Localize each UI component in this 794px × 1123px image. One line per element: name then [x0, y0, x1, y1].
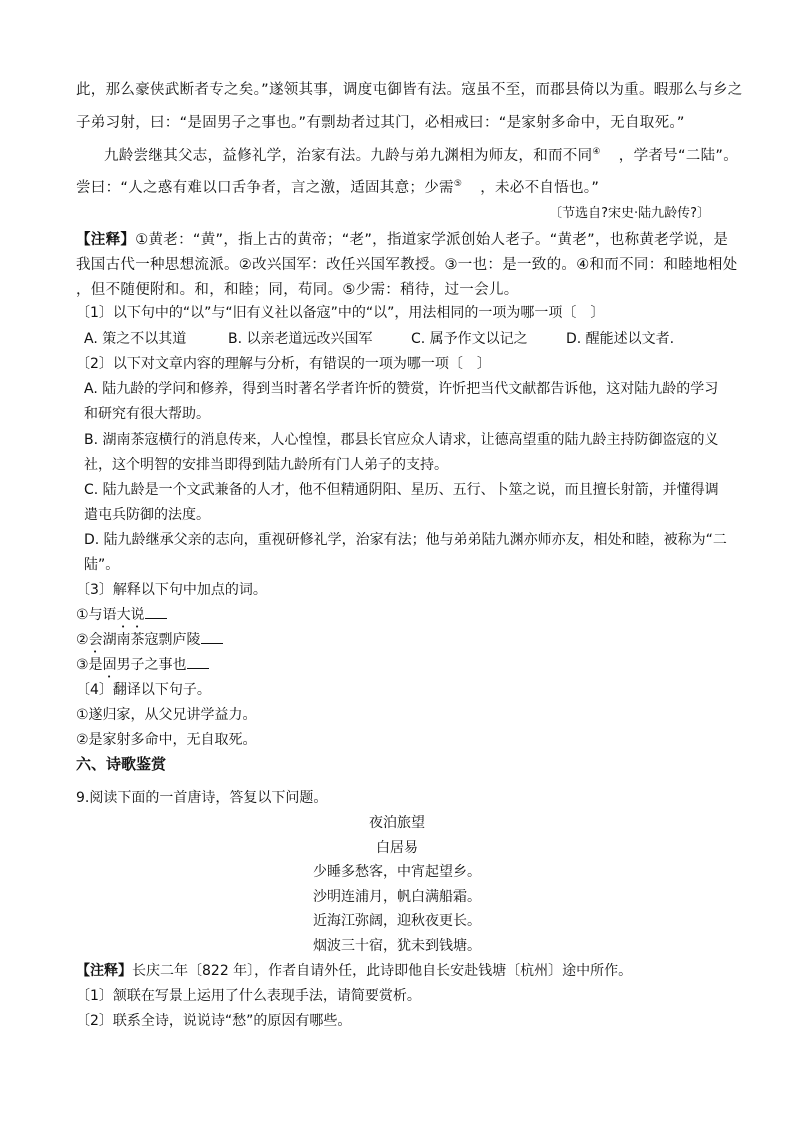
passage-line-3-text: 九龄尝继其父志，益修礼学，治家有法。九龄与弟九渊相为师友，和而不同: [104, 148, 593, 164]
notes-label: 【注释】: [76, 232, 136, 248]
passage-line-1: 此，那么豪侠武断者专之矣。”遂领其事，调度屯御皆有法。寇虽不至，而郡县倚以为重。暇那么与乡之: [76, 82, 743, 98]
poem-line-2: 沙明连浦月，帆白满船霜。: [313, 889, 481, 905]
passage-line-4: [76, 178, 599, 198]
q4-stem: 〔4〕翻译以下句子。: [76, 682, 211, 698]
section-heading-poetry: 六、诗歌鉴赏: [76, 755, 167, 773]
q3-item-2-dotted-word: 会: [88, 632, 103, 648]
q3-item-3-answer-blank[interactable]: [187, 656, 209, 669]
q2-option-c-line-2: 遣屯兵防御的法度。: [84, 507, 210, 523]
passage-line-2: 子弟习射，曰：“是固男子之事也。”有剽劫者过其门，必相戒曰：“是家射多命中，无自取死。”: [76, 115, 685, 131]
q3-item-3: [76, 655, 209, 681]
poem-note-label: 【注释】: [76, 963, 132, 979]
q1-option-c[interactable]: C. 属予作文以记之: [411, 331, 528, 347]
q2-option-b-line-1[interactable]: B. 湖南茶寇横行的消息传来，人心惶惶，郡县长官应众人请求，让德高望重的陆九龄主持防御盗寇的义: [84, 432, 719, 448]
footnote-marker-5: ⑤: [453, 179, 463, 190]
q1-option-b[interactable]: B. 以亲老道远改兴国军: [228, 331, 373, 347]
question-9-sub-2: 〔2〕联系全诗，说说诗“愁”的原因有哪些。: [76, 1013, 352, 1029]
passage-line-3: [104, 146, 738, 166]
q3-item-3-pre: ③是: [76, 657, 103, 673]
notes-line-1-text: ①黄老：“黄”，指上古的黄帝；“老”，指道家学派创始人老子。“黄老”，也称黄老学说，是: [135, 232, 729, 248]
q2-option-a-line-2: 和研究有很大帮助。: [84, 406, 210, 422]
question-9-stem: 9.阅读下面的一首唐诗，答复以下问题。: [76, 790, 328, 806]
q2-stem: 〔2〕以下对文章内容的理解与分析，有错误的一项为哪一项〔 〕: [76, 356, 491, 372]
poem-line-3: 近海江弥阔，迎秋夜更长。: [313, 913, 481, 929]
passage-source: 〔节选自?宋史·陆九龄传?〕: [549, 206, 710, 221]
poem-note: [76, 961, 632, 981]
passage-line-4-tail: ，未必不自悟也。”: [480, 180, 600, 196]
q4-item-2: ②是家射多命中，无自取死。: [76, 732, 257, 748]
notes-line-3: ，但不随便附和。和，和睦；同，苟同。⑤少需：稍待，过一会儿。: [76, 282, 519, 298]
q3-item-3-post: 男子之事也: [116, 657, 187, 673]
q1-stem: 〔1〕以下句中的“以”与“旧有义社以备寇”中的“以”，用法相同的一项为哪一项〔 〕: [76, 305, 605, 321]
poem-title: 夜泊旅望: [369, 815, 425, 831]
poem-author: 白居易: [376, 840, 418, 856]
poem-note-text: 长庆二年〔822 年〕，作者自请外任，此诗即他自长安赴钱塘〔杭州〕途中所作。: [132, 963, 633, 979]
poem-line-4: 烟波三十宿，犹未到钱塘。: [313, 938, 481, 954]
question-9-sub-1: 〔1〕颔联在写景上运用了什么表现手法，请简要赏析。: [76, 988, 421, 1004]
notes-line-2: 我国古代一种思想流派。②改兴国军：改任兴国军教授。③一也：是一致的。④和而不同：和睦地相处: [76, 257, 738, 273]
q2-option-d-line-1[interactable]: D. 陆九龄继承父亲的志向，重视研修礼学，治家有法；他与弟弟陆九渊亦师亦友，相处和睦，被称为“二: [84, 532, 727, 548]
notes-line-1: [76, 230, 728, 250]
q1-option-d[interactable]: D. 醒能述以文者.: [566, 331, 675, 347]
q3-item-2-answer-blank[interactable]: [201, 631, 223, 644]
q3-item-1-answer-blank[interactable]: [145, 606, 167, 619]
poem-line-1: 少睡多愁客，中宵起望乡。: [313, 864, 481, 880]
q3-item-2-post: 湖南茶寇剽庐陵: [102, 632, 201, 648]
q2-option-c-line-1[interactable]: C. 陆九龄是一个文武兼备的人才，他不但精通阴阳、星历、五行、卜筮之说，而且擅长射箭，并懂得调: [84, 482, 719, 498]
footnote-marker-4: ④: [592, 147, 601, 158]
q2-option-a-line-1[interactable]: A. 陆九龄的学问和修养，得到当时著名学者许忻的赞赏，许忻把当代文献都告诉他，这对陆九龄的学习: [84, 381, 719, 397]
q2-option-b-line-2: 社，这个明智的安排当即得到陆九龄所有门人弟子的支持。: [84, 457, 448, 473]
q3-stem: 〔3〕解释以下句中加点的词。: [76, 582, 267, 598]
q1-option-a[interactable]: A. 策之不以其道: [84, 331, 187, 347]
passage-line-4-text: 尝曰：“人之惑有难以口舌争者，言之激，适固其意；少需: [76, 180, 454, 196]
q3-item-2-pre: ②: [76, 632, 89, 648]
q3-item-1: [76, 605, 167, 631]
q4-item-1: ①遂归家，从父兄讲学益力。: [76, 707, 257, 723]
q3-item-1-pre: ①与语: [76, 607, 117, 623]
q3-item-2: [76, 630, 223, 656]
q3-item-3-dotted-word: 固: [102, 657, 117, 673]
passage-line-3-tail: ，学者号“二陆”。: [618, 148, 739, 164]
q3-item-1-dotted-word: 大说: [116, 607, 145, 623]
q2-option-d-line-2: 陆”。: [84, 557, 120, 573]
